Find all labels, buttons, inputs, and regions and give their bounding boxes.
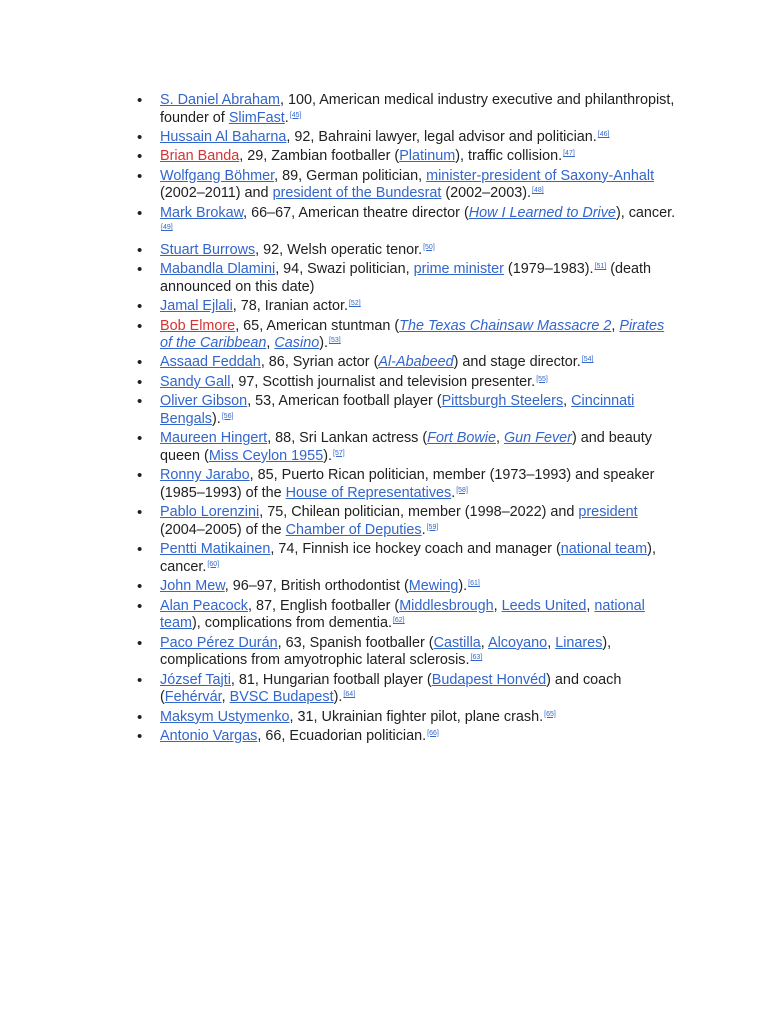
reference-link[interactable]: [52] xyxy=(348,300,361,308)
list-item xyxy=(160,318,680,353)
reference-superscript xyxy=(329,337,341,344)
reference-link[interactable]: [45] xyxy=(289,111,302,119)
reference-link[interactable]: [50] xyxy=(423,243,435,251)
article-link[interactable]: Alcoyano xyxy=(487,634,548,651)
article-link[interactable]: Miss Ceylon 1955 xyxy=(208,447,324,464)
reference-link[interactable]: [48] xyxy=(532,187,544,195)
entry-text: , 85, Puerto Rican politician, member (1973–1993) and speaker (1985–1993) of the xyxy=(160,467,655,501)
entry-text: ), complications from dementia. xyxy=(192,615,392,632)
person-link[interactable]: Antonio Vargas xyxy=(160,727,258,744)
list-item xyxy=(160,728,680,746)
person-link[interactable]: Maureen Hingert xyxy=(160,430,268,447)
reference-link[interactable]: [63] xyxy=(470,654,483,662)
article-link[interactable]: Castilla xyxy=(433,634,481,651)
entry-text: . xyxy=(451,484,456,501)
list-item xyxy=(160,205,680,240)
list-item xyxy=(160,430,680,465)
entry-text: , 97, Scottish journalist and television presenter. xyxy=(230,373,536,390)
entry-text: (1979–1983). xyxy=(503,261,594,278)
work-link[interactable]: Pirates of the Caribbean xyxy=(160,317,665,352)
work-link[interactable]: How I Learned to Drive xyxy=(468,204,616,221)
reference-superscript xyxy=(427,524,439,531)
entry-text: , 29, Zambian footballer ( xyxy=(239,148,400,165)
reference-superscript xyxy=(532,187,544,194)
reference-superscript xyxy=(582,356,594,363)
article-link[interactable]: Chamber of Deputies xyxy=(285,521,422,538)
work-link[interactable]: Al-Ababeed xyxy=(378,354,454,371)
entry-text: (death announced on this date) xyxy=(160,261,652,295)
reference-superscript xyxy=(427,730,439,737)
reference-superscript xyxy=(471,654,483,661)
person-link[interactable]: Mabandla Dlamini xyxy=(160,261,276,278)
entry-text: , xyxy=(480,634,488,651)
entry-text: , 65, American stuntman ( xyxy=(235,317,400,334)
entry-text: , 66, Ecuadorian politician. xyxy=(257,727,427,744)
person-link[interactable]: Brian Banda xyxy=(160,148,240,165)
person-link[interactable]: Stuart Burrows xyxy=(160,241,256,258)
person-link[interactable]: Oliver Gibson xyxy=(160,393,248,410)
entry-text: ) and stage director. xyxy=(453,354,581,371)
reference-superscript xyxy=(207,561,219,568)
reference-superscript xyxy=(544,711,556,718)
list-item xyxy=(160,578,680,596)
reference-superscript xyxy=(598,131,610,138)
person-link[interactable]: Assaad Feddah xyxy=(160,354,261,371)
reference-link[interactable]: [56] xyxy=(221,412,234,420)
person-link[interactable]: S. Daniel Abraham xyxy=(160,92,280,108)
entry-text: ), complications from amyotrophic lateral sclerosis. xyxy=(160,634,612,669)
person-link[interactable]: Paco Pérez Durán xyxy=(160,634,278,651)
reference-superscript xyxy=(343,691,355,698)
work-link[interactable]: The Texas Chainsaw Massacre 2 xyxy=(399,317,612,334)
entry-text: , 31, Ukrainian fighter pilot, plane crash. xyxy=(289,708,544,725)
reference-link[interactable]: [53] xyxy=(329,337,341,345)
entry-text: , 86, Syrian actor ( xyxy=(260,354,379,371)
article-link[interactable]: Linares xyxy=(555,634,603,651)
reference-link[interactable]: [62] xyxy=(392,617,405,625)
article-link[interactable]: Cincinnati Bengals xyxy=(160,393,635,427)
reference-superscript xyxy=(468,580,480,587)
article-link[interactable]: House of Representatives xyxy=(285,484,452,501)
work-link[interactable]: Gun Fever xyxy=(503,430,572,447)
list-item xyxy=(160,393,680,428)
list-item xyxy=(160,354,680,372)
entry-text: (2002–2011) and xyxy=(160,185,273,202)
list-item xyxy=(160,504,680,539)
reference-link[interactable]: [46] xyxy=(597,130,610,138)
list-item xyxy=(160,374,680,392)
person-link[interactable]: Mark Brokaw xyxy=(160,204,244,221)
article-link[interactable]: Mewing xyxy=(408,578,459,595)
person-link[interactable]: Jamal Ejlali xyxy=(160,298,233,315)
list-item xyxy=(160,261,680,296)
reference-superscript xyxy=(456,487,468,494)
entry-text: , 100, American medical industry executive and philanthropist, founder of xyxy=(160,92,675,126)
entry-text: , xyxy=(586,597,595,614)
list-item xyxy=(160,467,680,502)
entry-text: , xyxy=(563,393,572,410)
entry-text: ), traffic collision. xyxy=(455,148,563,165)
article-link[interactable]: national team xyxy=(560,541,648,558)
article-link[interactable]: national team xyxy=(160,597,645,632)
entry-text: , xyxy=(495,430,504,447)
article-link[interactable]: Leeds United xyxy=(501,597,587,614)
person-link[interactable]: John Mew xyxy=(160,578,225,595)
reference-superscript xyxy=(349,300,361,307)
person-link[interactable]: Wolfgang Böhmer xyxy=(160,167,275,184)
entry-text: , 92, Bahraini lawyer, legal advisor and politician. xyxy=(286,128,597,145)
reference-link[interactable]: [64] xyxy=(343,691,356,699)
work-link[interactable]: Fort Bowie xyxy=(427,430,496,447)
list-item xyxy=(160,148,680,166)
entry-text: ). xyxy=(319,335,328,352)
entry-text: , 53, American football player ( xyxy=(247,393,442,410)
article-link[interactable]: Platinum xyxy=(399,148,456,165)
entry-text: , 87, English footballer ( xyxy=(248,597,400,614)
reference-link[interactable]: [66] xyxy=(427,729,439,737)
article-link[interactable]: Pittsburgh Steelers xyxy=(441,393,564,410)
entry-text: , 66–67, American theatre director ( xyxy=(243,204,469,221)
entry-text: ) and coach ( xyxy=(160,671,622,706)
article-link[interactable]: BVSC Budapest xyxy=(229,689,334,706)
work-link[interactable]: Casino xyxy=(274,335,320,352)
article-link[interactable]: prime minister xyxy=(413,261,504,278)
reference-link[interactable]: [59] xyxy=(426,523,439,531)
person-link[interactable]: Maksym Ustymenko xyxy=(160,708,290,725)
person-link[interactable]: József Tajti xyxy=(160,671,231,688)
reference-superscript xyxy=(423,244,435,251)
entry-text: , 92, Welsh operatic tenor. xyxy=(255,241,423,258)
reference-superscript xyxy=(563,150,575,157)
reference-superscript xyxy=(595,263,607,270)
reference-superscript xyxy=(393,617,405,624)
article-link[interactable]: minister-president of Saxony-Anhalt xyxy=(426,167,655,184)
entry-text: (2002–2003). xyxy=(441,185,531,202)
entry-text: ). xyxy=(333,689,343,706)
entry-text: ), cancer. xyxy=(615,204,676,221)
entry-text: , 89, German politician, xyxy=(274,167,427,184)
entry-text: , xyxy=(493,597,502,614)
reference-link[interactable]: [57] xyxy=(333,449,345,457)
article-link[interactable]: Fehérvár xyxy=(164,689,222,706)
article-link[interactable]: SlimFast xyxy=(228,109,285,126)
reference-link[interactable]: [51] xyxy=(594,263,607,271)
list-item xyxy=(160,298,680,316)
entry-text: , 63, Spanish footballer ( xyxy=(277,634,434,651)
reference-superscript xyxy=(290,112,302,119)
person-link[interactable]: Pentti Matikainen xyxy=(160,541,271,558)
entry-text: , 75, Chilean politician, member (1998–2022) and xyxy=(259,504,579,521)
reference-link[interactable]: [47] xyxy=(563,150,575,158)
list-item xyxy=(160,598,680,633)
article-link[interactable]: Budapest Honvéd xyxy=(431,671,547,688)
entry-text: , 88, Sri Lankan actress ( xyxy=(267,430,428,447)
reference-superscript xyxy=(161,224,173,231)
entry-text: (2004–2005) of the xyxy=(160,521,286,538)
reference-superscript xyxy=(536,376,548,383)
person-link[interactable]: Sandy Gall xyxy=(160,373,231,390)
entry-text: , 81, Hungarian football player ( xyxy=(230,671,432,688)
list-item xyxy=(160,92,680,127)
list-item xyxy=(160,129,680,147)
person-link[interactable]: Bob Elmore xyxy=(160,317,236,334)
person-link[interactable]: Hussain Al Baharna xyxy=(160,128,287,145)
reference-link[interactable]: [60] xyxy=(207,560,220,568)
entry-text: ). xyxy=(458,578,468,595)
list-item xyxy=(160,709,680,727)
entry-text: . xyxy=(284,109,289,126)
entry-text: ). xyxy=(212,410,221,427)
entry-text: ) and beauty queen ( xyxy=(160,430,652,464)
entry-text: ), cancer. xyxy=(160,541,656,575)
reference-link[interactable]: [49] xyxy=(161,224,173,232)
entry-text: , xyxy=(221,689,230,706)
reference-superscript xyxy=(222,413,234,420)
entry-text: , 94, Swazi politician, xyxy=(275,261,414,278)
entry-text: ). xyxy=(323,447,332,464)
entry-text: , 74, Finnish ice hockey coach and manager ( xyxy=(270,541,561,558)
article-link[interactable]: president of the Bundesrat xyxy=(272,185,442,202)
entry-text: , 78, Iranian actor. xyxy=(232,298,348,315)
list-item xyxy=(160,168,680,203)
entry-text: . xyxy=(421,521,426,538)
entry-text: , xyxy=(266,335,275,352)
reference-link[interactable]: [54] xyxy=(581,356,594,364)
person-link[interactable]: Alan Peacock xyxy=(160,597,248,614)
list-item xyxy=(160,541,680,576)
article-content xyxy=(0,92,768,747)
article-link[interactable]: Middlesbrough xyxy=(399,597,494,614)
deaths-list xyxy=(0,92,680,746)
entry-text: , xyxy=(611,317,620,334)
list-item xyxy=(160,242,680,260)
list-item xyxy=(160,635,680,670)
person-link[interactable]: Pablo Lorenzini xyxy=(160,504,260,521)
entry-text: , 96–97, British orthodontist ( xyxy=(224,578,409,595)
entry-text: , xyxy=(547,634,556,651)
reference-link[interactable]: [55] xyxy=(536,375,548,383)
reference-superscript xyxy=(333,450,345,457)
list-item xyxy=(160,672,680,707)
reference-link[interactable]: [65] xyxy=(544,710,556,718)
article-link[interactable]: president xyxy=(578,504,638,521)
reference-link[interactable]: [61] xyxy=(468,580,480,588)
reference-link[interactable]: [58] xyxy=(456,486,468,494)
person-link[interactable]: Ronny Jarabo xyxy=(160,467,250,484)
